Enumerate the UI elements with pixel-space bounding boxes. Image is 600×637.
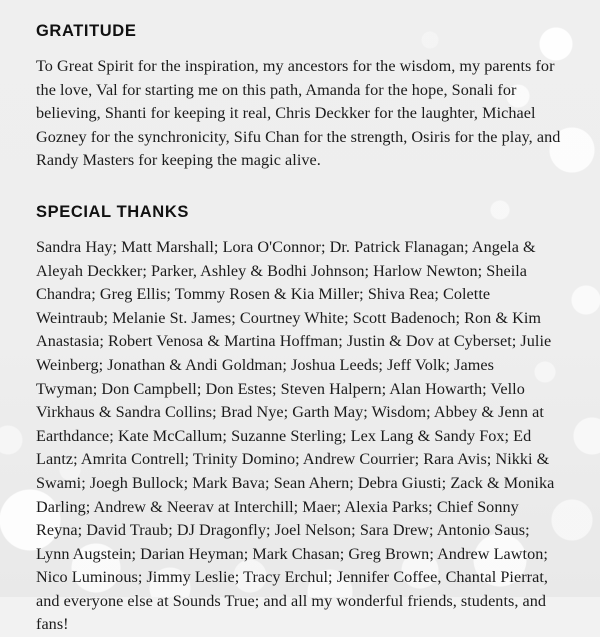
special-thanks-heading: SPECIAL THANKS [36,202,189,221]
gratitude-heading: GRATITUDE [36,22,137,40]
special-thanks-paragraph: Sandra Hay; Matt Marshall; Lora O'Connor; Dr. Patrick Flanagan; Angela & Aleyah Deckker; Parker, Ashley & Bodhi Johnson; Harlow Newton; Sheila Chandra; Greg Ellis; Tommy Rosen & Kia Miller; Shiva Rea; Colette Weintraub; Melanie St. James; Courtney White; Scott Badenoch; Ron & Kim Anastasia; Robert Venosa & Martina Hoffman; Justin & Dov at Cyberset; Julie Weinberg; Jonathan & Andi Goldman; Joshua Leeds; Jeff Volk; James Twyman; Don Campbell; Don Estes; Steven Halpern; Alan Howarth; Vello Virkhaus & Sandra Collins; Brad Nye; Garth May; Wisdom; Abbey & Jenn at Earthdance; Kate McCallum; Suzanne Sterling; Lex Lang & Sandy Fox; Ed Lantz; Amrita Contrell; Trinity Domino; Andrew Courrier; Rara Avis; Nikki & Swami; Joegh Bullock; Mark Bava; Sean Ahern; Debra Giusti; Zack & Monika Darling; Andrew & Neerav at Interchill; Maer; Alexia Parks; Chief Sonny Reyna; David Traub; DJ Dragonfly; Joel Nelson; Sara Drew; Antonio Saus; Lynn Augstein; Darian Heyman; Mark Chasan; Greg Brown; Andrew Lawton; Nico Luminous; Jimmy Leslie; Tracy Erchul; Jennifer Coffee, Chantal Pierrat, and everyone else at Sounds True; and all my wonderful friends, students, and fans! [36,237,555,634]
gratitude-paragraph: To Great Spirit for the inspiration, my ancestors for the wisdom, my parents for the love, Val for starting me on this path, Amanda for the hope, Sonali for believing, Shanti for keeping it real, Chris Deckker for the laughter, Michael Gozney for the synchronicity, Sifu Chan for the strength, Osiris for the play, and Randy Masters for keeping the magic alive. [36,57,561,170]
page-content [36,22,570,637]
